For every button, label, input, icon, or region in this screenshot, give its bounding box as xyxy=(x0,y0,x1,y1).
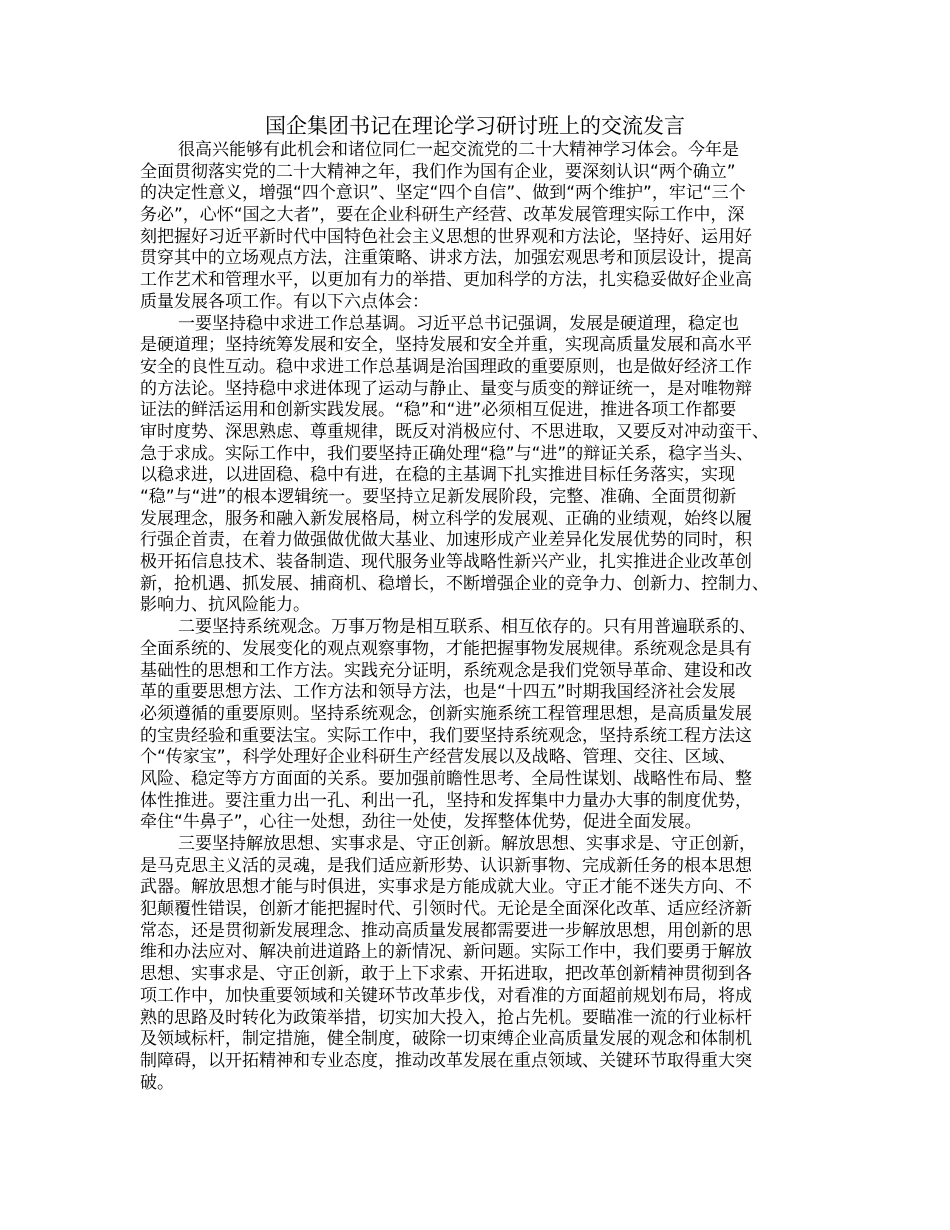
paragraph-line: 体性推进。要注重力出一孔、利出一孔，坚持和发挥集中力量办大事的制度优势， xyxy=(140,790,752,811)
paragraph-line: 革的重要思想方法、工作方法和领导方法，也是“十四五”时期我国经济社会发展 xyxy=(140,682,736,703)
paragraph xyxy=(140,617,830,834)
paragraph-line: 贯穿其中的立场观点方法，注重策略、讲求方法，加强宏观思考和顶层设计，提高 xyxy=(140,248,752,269)
paragraph-line: 工作艺术和管理水平，以更加有力的举措、更加科学的方法，扎实稳妥做好企业高 xyxy=(140,270,752,291)
paragraph-line: 项工作中，加快重要领域和关键环节改革步伐，对看准的方面超前规划布局，将成 xyxy=(140,985,752,1006)
paragraph-line: 犯颠覆性错误，创新才能把握时代、引领时代。无论是全面深化改革、适应经济新 xyxy=(140,899,752,920)
paragraph-line: 证法的鲜活运用和创新实践发展。“稳”和“进”必须相互促进，推进各项工作都要 xyxy=(140,400,737,421)
document-title: 国企集团书记在理论学习研讨班上的交流发言 xyxy=(265,114,685,138)
paragraph-line: 个“传家宝”，科学处理好企业科研生产经营发展以及战略、管理、交往、区域、 xyxy=(140,747,736,768)
paragraph-line: “稳”与“进”的根本逻辑统一。要坚持立足新发展阶段，完整、准确、全面贯彻新 xyxy=(140,487,737,507)
paragraph xyxy=(140,140,830,314)
paragraph-line: 审时度势、深思熟虑、尊重规律，既反对消极应付、不思进取，又要反对冲动蛮干、 xyxy=(140,421,769,442)
document-body xyxy=(140,140,830,1094)
paragraph-line: 常态，还是贯彻新发展理念、推动高质量发展都需要进一步解放思想，用创新的思 xyxy=(140,920,752,941)
paragraph-line: 一要坚持稳中求进工作总基调。习近平总书记强调，发展是硬道理，稳定也 xyxy=(178,313,739,334)
paragraph-line: 必须遵循的重要原则。坚持系统观念，创新实施系统工程管理思想，是高质量发展 xyxy=(140,703,752,724)
paragraph-line: 的决定性意义，增强“四个意识”、坚定“四个自信”、做到“两个维护”，牢记“三个 xyxy=(140,183,746,204)
paragraph-line: 质量发展各项工作。有以下六点体会： xyxy=(140,291,429,312)
paragraph-line: 影响力、抗风险能力。 xyxy=(140,595,310,616)
paragraph-line: 及领域标杆，制定措施，健全制度，破除一切束缚企业高质量发展的观念和体制机 xyxy=(140,1029,752,1050)
paragraph-line: 维和办法应对、解决前进道路上的新情况、新问题。实际工作中，我们要勇于解放 xyxy=(140,942,752,963)
paragraph-line: 是马克思主义活的灵魂，是我们适应新形势、认识新事物、完成新任务的根本思想 xyxy=(140,855,752,876)
paragraph-line: 急于求成。实际工作中，我们要坚持正确处理“稳”与“进”的辩证关系，稳字当头、 xyxy=(140,443,754,464)
paragraph-line: 制障碍，以开拓精神和专业态度，推动改革发展在重点领域、关键环节取得重大突 xyxy=(140,1050,752,1071)
paragraph xyxy=(140,834,830,1094)
paragraph-line: 是硬道理；坚持统筹发展和安全，坚持发展和安全并重，实现高质量发展和高水平 xyxy=(140,335,752,356)
paragraph-line: 牵住“牛鼻子”，心往一处想，劲往一处使，发挥整体优势，促进全面发展。 xyxy=(140,812,702,833)
paragraph-line: 武器。解放思想才能与时俱进，实事求是方能成就大业。守正才能不迷失方向、不 xyxy=(140,877,752,898)
paragraph-line: 全面贯彻落实党的二十大精神之年，我们作为国有企业，要深刻认识“两个确立” xyxy=(140,161,736,182)
paragraph xyxy=(140,314,830,618)
paragraph-line: 以稳求进，以进固稳、稳中有进，在稳的主基调下扎实推进目标任务落实，实现 xyxy=(140,465,735,486)
paragraph-line: 三要坚持解放思想、实事求是、守正创新。解放思想、实事求是、守正创新， xyxy=(178,834,756,854)
paragraph-line: 的方法论。坚持稳中求进体现了运动与静止、量变与质变的辩证统一，是对唯物辩 xyxy=(140,378,752,399)
paragraph-line: 行强企首责，在着力做强做优做大基业、加速形成产业差异化发展优势的同时，积 xyxy=(140,530,752,551)
paragraph-line: 新，抢机遇、抓发展、捕商机、稳增长，不断增强企业的竞争力、创新力、控制力、 xyxy=(140,573,769,594)
paragraph-line: 思想、实事求是、守正创新，敢于上下求索、开拓进取，把改革创新精神贯彻到各 xyxy=(140,964,752,985)
paragraph-line: 全面系统的、发展变化的观点观察事物，才能把握事物发展规律。系统观念是具有 xyxy=(140,638,752,659)
paragraph-line: 二要坚持系统观念。万事万物是相互联系、相互依存的。只有用普遍联系的、 xyxy=(178,617,756,638)
paragraph-line: 安全的良性互动。稳中求进工作总基调是治国理政的重要原则，也是做好经济工作 xyxy=(140,356,752,377)
paragraph-line: 熟的思路及时转化为政策举措，切实加大投入，抢占先机。要瞄准一流的行业标杆 xyxy=(140,1007,752,1028)
paragraph-line: 破。 xyxy=(140,1072,174,1093)
paragraph-line: 风险、稳定等方方面面的关系。要加强前瞻性思考、全局性谋划、战略性布局、整 xyxy=(140,768,752,789)
paragraph-line: 基础性的思想和工作方法。实践充分证明，系统观念是我们党领导革命、建设和改 xyxy=(140,660,752,681)
paragraph-line: 刻把握好习近平新时代中国特色社会主义思想的世界观和方法论，坚持好、运用好 xyxy=(140,226,752,247)
paragraph-line: 发展理念，服务和融入新发展格局，树立科学的发展观、正确的业绩观，始终以履 xyxy=(140,508,752,529)
paragraph-line: 务必”，心怀“国之大者”，要在企业科研生产经营、改革发展管理实际工作中，深 xyxy=(140,205,745,226)
paragraph-line: 极开拓信息技术、装备制造、现代服务业等战略性新兴产业，扎实推进企业改革创 xyxy=(140,552,752,573)
paragraph-line: 很高兴能够有此机会和诸位同仁一起交流党的二十大精神学习体会。今年是 xyxy=(178,140,739,160)
paragraph-line: 的宝贵经验和重要法宝。实际工作中，我们要坚持系统观念，坚持系统工程方法这 xyxy=(140,725,752,746)
